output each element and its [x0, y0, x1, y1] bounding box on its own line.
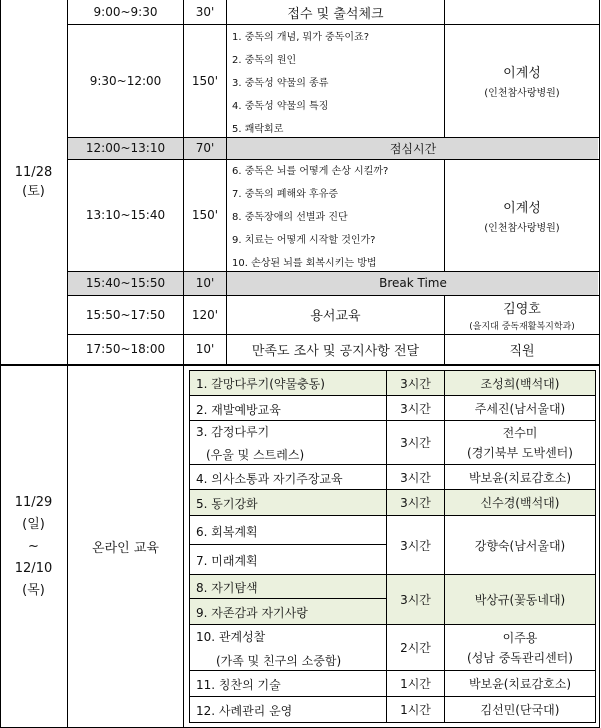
course-title: 2. 재발예방교육: [196, 403, 281, 417]
speaker-name: 김영호: [503, 301, 541, 317]
time-cell: 9:30~12:00: [89, 73, 162, 88]
course-title: 12. 사례관리 운영: [196, 704, 293, 718]
course-title: 4. 의사소통과 자기주장교육: [196, 472, 343, 486]
course-title: 7. 미래계획: [196, 554, 258, 568]
date-end: 12/10: [14, 560, 53, 576]
content-cell: 접수 및 출석체크: [287, 6, 384, 22]
course-instructor: [445, 421, 595, 464]
time-cell: 17:50~18:00: [85, 342, 166, 356]
instructor-org: (성남 중독관리센터): [467, 651, 573, 665]
course-subtitle: (우울 및 스트레스): [206, 448, 305, 462]
speaker-cell: 직원: [509, 343, 535, 359]
time-cell: 15:40~15:50: [85, 276, 166, 290]
course-subtitle: (가족 및 친구의 소중함): [216, 654, 342, 668]
course-hours: 3시간: [400, 436, 431, 450]
instructor-org: (경기북부 도박센터): [467, 446, 573, 460]
course-title: 3. 감정다루기: [196, 425, 270, 439]
date-cell-11-29-12-10: [0, 366, 67, 727]
instructor-name: 전수미: [502, 426, 538, 440]
course-hours: 3시간: [400, 593, 431, 607]
minutes-cell: 150': [191, 208, 219, 222]
course-hours: 1시간: [400, 703, 431, 717]
content-cell: 용서교육: [310, 309, 361, 324]
speaker-cell: [445, 295, 599, 334]
course-hours: 3시간: [400, 470, 431, 485]
time-cell: 9:00~9:30: [93, 5, 158, 19]
course-hours: 1시간: [400, 677, 431, 691]
course-hours: 3시간: [400, 376, 431, 391]
course-title: 9. 자존감과 자기사랑: [196, 606, 308, 620]
minutes-cell: 150': [191, 73, 219, 88]
course-title: 5. 동기강화: [196, 497, 258, 511]
speaker-cell: [445, 159, 599, 271]
speaker-org: (인천참사랑병원): [484, 88, 560, 99]
course-instructor: 김선민(단국대): [480, 703, 560, 717]
instructor-name: 이주용: [502, 631, 538, 645]
course-instructor: 박보윤(치료감호소): [468, 677, 572, 691]
course-title: 8. 자기탐색: [196, 581, 258, 595]
course-title: 6. 회복계획: [196, 525, 258, 539]
time-cell: 13:10~15:40: [85, 208, 166, 222]
speaker-name: 이계성: [503, 66, 541, 81]
course-instructor: 강향숙(남서울대): [474, 538, 566, 553]
topic-item: 8. 중독장애의 선별과 진단: [232, 212, 348, 223]
content-cell: 만족도 조사 및 공지사항 전달: [251, 343, 420, 359]
course-instructor: 박상규(꽃동네대): [474, 593, 566, 607]
day-text: (토): [22, 184, 45, 199]
course-instructor: 신수경(백석대): [480, 496, 560, 510]
speaker-cell: [445, 24, 599, 137]
course-title: 11. 칭찬의 기술: [196, 678, 281, 692]
topic-item: 2. 중독의 원인: [232, 55, 297, 66]
course-title: 10. 관계성찰: [196, 630, 266, 644]
course-hours: 2시간: [400, 641, 431, 655]
tilde: ~: [28, 538, 39, 554]
lunch-label: 점심시간: [389, 141, 437, 156]
break-label: Break Time: [379, 276, 447, 290]
course-instructor: [445, 625, 595, 670]
online-label: 온라인 교육: [92, 541, 159, 556]
topic-item: 10. 손상된 뇌를 회복시키는 방법: [232, 258, 377, 269]
minutes-cell: 30': [195, 5, 215, 19]
topic-item: 5. 쾌락회로: [232, 124, 284, 135]
topic-item: 7. 중독의 폐해와 후유증: [232, 189, 339, 200]
date-start: 11/29: [14, 494, 53, 510]
course-hours: 3시간: [400, 496, 431, 510]
time-cell: 15:50~17:50: [85, 307, 166, 322]
minutes-cell: 120': [191, 307, 219, 322]
minutes-cell: 10': [195, 342, 215, 356]
topic-item: 9. 치료는 어떻게 시작할 것인가?: [232, 235, 376, 246]
course-title: 1. 갈망다루기(약물충동): [196, 377, 325, 391]
date-cell-11-28: [0, 0, 67, 364]
date-text: 11/28: [14, 165, 53, 180]
minutes-cell: 70': [195, 141, 215, 155]
speaker-org: (인천참사랑병원): [484, 222, 560, 234]
course-hours: 3시간: [400, 401, 431, 416]
speaker-name: 이계성: [503, 200, 541, 216]
topic-item: 4. 중독성 약물의 특징: [232, 101, 329, 112]
course-instructor: 박보윤(치료감호소): [468, 470, 572, 485]
topic-item: 1. 중독의 개념, 뭐가 중독이죠?: [232, 32, 370, 43]
speaker-org: (을지대 중독재활복지학과): [469, 321, 575, 332]
course-hours: 3시간: [400, 538, 431, 553]
topic-item: 6. 중독은 뇌를 어떻게 손상 시킬까?: [232, 166, 389, 177]
course-instructor: 주세진(남서울대): [474, 401, 566, 416]
time-cell: 12:00~13:10: [85, 141, 166, 155]
day-start: (일): [22, 516, 45, 532]
minutes-cell: 10': [195, 276, 215, 290]
course-instructor: 조성희(백석대): [480, 376, 560, 391]
day-end: (목): [22, 582, 45, 598]
topic-item: 3. 중독성 약물의 종류: [232, 78, 329, 89]
